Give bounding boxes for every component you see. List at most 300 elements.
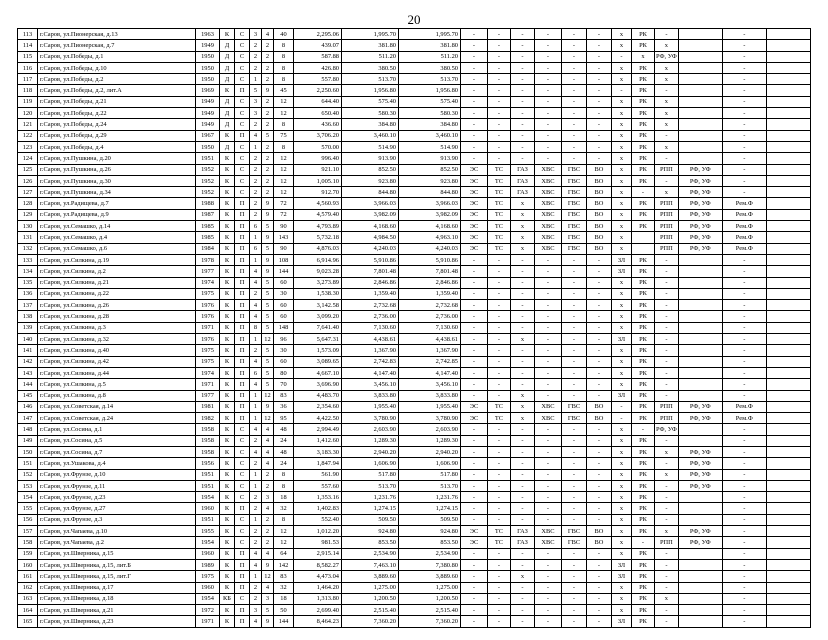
table-cell: - xyxy=(722,492,766,503)
table-cell: К xyxy=(220,401,235,412)
table-cell: 1,464.20 xyxy=(294,582,342,593)
table-cell: 8 xyxy=(274,480,294,491)
table-cell: 2,742.85 xyxy=(399,356,461,367)
table-cell: РК xyxy=(632,458,655,469)
table-cell: П xyxy=(235,288,250,299)
table-cell: 95 xyxy=(274,413,294,424)
row-number-cell: 154 xyxy=(18,492,38,503)
table-cell: - xyxy=(511,582,535,593)
table-cell: - xyxy=(535,514,562,525)
table-cell: х xyxy=(612,141,632,152)
table-cell: 2 xyxy=(250,51,262,62)
row-number-cell: 126 xyxy=(18,175,38,186)
table-cell: РК xyxy=(632,29,655,40)
table-cell: К xyxy=(220,187,235,198)
table-cell: 2 xyxy=(262,175,274,186)
table-cell: - xyxy=(587,559,612,570)
table-cell: - xyxy=(535,96,562,107)
table-cell: - xyxy=(535,29,562,40)
table-cell: - xyxy=(511,311,535,322)
table-cell xyxy=(678,582,722,593)
housing-registry-table xyxy=(17,28,811,628)
table-cell: - xyxy=(511,74,535,85)
table-cell: - xyxy=(511,480,535,491)
table-cell: - xyxy=(655,175,679,186)
table-cell: КБ xyxy=(220,593,235,604)
table-cell: П xyxy=(235,367,250,378)
table-cell: - xyxy=(587,108,612,119)
table-cell: 24 xyxy=(274,458,294,469)
table-cell xyxy=(766,266,810,277)
table-cell: П xyxy=(235,130,250,141)
table-cell: - xyxy=(587,435,612,446)
table-cell: - xyxy=(488,571,511,582)
table-cell xyxy=(766,322,810,333)
table-cell: - xyxy=(722,435,766,446)
table-cell: ТС xyxy=(488,232,511,243)
table-cell: - xyxy=(722,187,766,198)
table-cell: - xyxy=(511,379,535,390)
table-cell xyxy=(766,221,810,232)
table-cell: 1971 xyxy=(196,322,220,333)
table-cell: - xyxy=(562,266,587,277)
table-cell: 144 xyxy=(274,616,294,627)
table-cell: - xyxy=(722,379,766,390)
table-cell: РК xyxy=(632,548,655,559)
table-cell: - xyxy=(722,526,766,537)
table-cell: - xyxy=(722,571,766,582)
table-cell xyxy=(678,492,722,503)
table-row xyxy=(18,458,811,469)
table-cell: 913.90 xyxy=(399,153,461,164)
table-cell: РК xyxy=(632,582,655,593)
table-cell: 4,240.03 xyxy=(342,243,399,254)
table-cell: РК xyxy=(632,130,655,141)
table-cell: РФ, УФ xyxy=(655,424,679,435)
table-cell: - xyxy=(655,300,679,311)
table-cell xyxy=(766,492,810,503)
table-cell: РК xyxy=(632,96,655,107)
table-cell: С xyxy=(235,74,250,85)
table-cell: - xyxy=(535,130,562,141)
table-cell xyxy=(766,605,810,616)
table-cell: - xyxy=(461,379,488,390)
table-cell: К xyxy=(220,266,235,277)
table-cell: - xyxy=(488,593,511,604)
table-cell: х xyxy=(655,40,679,51)
table-cell: РК xyxy=(632,153,655,164)
table-cell: - xyxy=(562,322,587,333)
table-row xyxy=(18,480,811,491)
table-cell: С xyxy=(235,593,250,604)
table-cell: - xyxy=(612,85,632,96)
table-cell: х xyxy=(612,153,632,164)
table-cell: ГАЗ xyxy=(511,175,535,186)
table-cell xyxy=(766,390,810,401)
row-number-cell: 136 xyxy=(18,288,38,299)
table-cell: ГВС xyxy=(562,401,587,412)
table-cell: П xyxy=(235,209,250,220)
table-cell: 1982 xyxy=(196,413,220,424)
table-cell xyxy=(766,243,810,254)
table-row xyxy=(18,40,811,51)
table-cell: ТС xyxy=(488,413,511,424)
table-cell: 2 xyxy=(262,153,274,164)
table-cell: - xyxy=(562,605,587,616)
table-cell: 2,295.06 xyxy=(294,29,342,40)
table-cell: - xyxy=(587,96,612,107)
table-cell: 580.30 xyxy=(342,108,399,119)
table-cell: - xyxy=(535,300,562,311)
table-cell: - xyxy=(722,469,766,480)
table-cell: - xyxy=(632,424,655,435)
table-cell: К xyxy=(220,379,235,390)
address-cell: г.Саров, ул.Победы, д.2 xyxy=(38,74,196,85)
table-cell: 3,460.10 xyxy=(342,130,399,141)
table-cell: 981.53 xyxy=(294,537,342,548)
table-cell: - xyxy=(655,514,679,525)
table-cell: - xyxy=(722,458,766,469)
table-cell: - xyxy=(461,424,488,435)
table-cell: - xyxy=(587,424,612,435)
table-cell: - xyxy=(488,96,511,107)
table-cell xyxy=(678,390,722,401)
table-cell: РК xyxy=(632,266,655,277)
table-cell xyxy=(766,537,810,548)
table-cell: 1,606.90 xyxy=(399,458,461,469)
table-cell: 1976 xyxy=(196,334,220,345)
table-cell: - xyxy=(722,537,766,548)
table-row xyxy=(18,209,811,220)
table-cell: Д xyxy=(220,96,235,107)
table-cell: РК xyxy=(632,175,655,186)
table-cell: ВО xyxy=(587,526,612,537)
table-cell: 1950 xyxy=(196,62,220,73)
table-cell: 2,534.90 xyxy=(342,548,399,559)
table-cell: 9,023.28 xyxy=(294,266,342,277)
address-cell: г.Саров, ул.Фрунзе, д.10 xyxy=(38,469,196,480)
table-cell: 4,579.40 xyxy=(294,209,342,220)
row-number-cell: 160 xyxy=(18,559,38,570)
table-cell: - xyxy=(722,311,766,322)
table-row xyxy=(18,424,811,435)
row-number-cell: 164 xyxy=(18,605,38,616)
table-cell: 1 xyxy=(250,413,262,424)
table-cell: 2,736.00 xyxy=(399,311,461,322)
table-cell: С xyxy=(235,492,250,503)
table-cell: 1978 xyxy=(196,254,220,265)
table-cell xyxy=(766,164,810,175)
table-cell: - xyxy=(722,164,766,175)
table-cell xyxy=(678,288,722,299)
table-cell: - xyxy=(587,367,612,378)
table-cell xyxy=(678,119,722,130)
table-cell: - xyxy=(488,334,511,345)
table-cell: - xyxy=(488,367,511,378)
table-cell: - xyxy=(722,446,766,457)
table-cell: - xyxy=(562,62,587,73)
table-cell: - xyxy=(562,96,587,107)
row-number-cell: 118 xyxy=(18,85,38,96)
table-cell: 2 xyxy=(250,119,262,130)
table-cell: 3,966.03 xyxy=(342,198,399,209)
table-cell: х xyxy=(612,209,632,220)
table-cell: РФ, УФ xyxy=(678,469,722,480)
table-cell: К xyxy=(220,85,235,96)
table-cell xyxy=(766,187,810,198)
table-cell: РК xyxy=(632,254,655,265)
table-cell: 1 xyxy=(250,480,262,491)
table-cell: - xyxy=(655,277,679,288)
table-cell: П xyxy=(235,232,250,243)
table-cell: 1955 xyxy=(196,526,220,537)
table-cell: С xyxy=(235,108,250,119)
table-cell: 4 xyxy=(250,300,262,311)
table-cell: 4,876.03 xyxy=(294,243,342,254)
table-cell: 3,456.10 xyxy=(342,379,399,390)
table-row xyxy=(18,266,811,277)
table-cell: ГВС xyxy=(562,175,587,186)
table-cell: 70 xyxy=(274,379,294,390)
table-cell: 1,275.00 xyxy=(342,582,399,593)
row-number-cell: 141 xyxy=(18,345,38,356)
table-cell: ГВС xyxy=(562,413,587,424)
table-cell: К xyxy=(220,300,235,311)
table-cell: - xyxy=(655,582,679,593)
table-cell: х xyxy=(511,334,535,345)
table-cell: 6 xyxy=(250,367,262,378)
table-cell: РК xyxy=(632,141,655,152)
table-row xyxy=(18,390,811,401)
table-cell: П xyxy=(235,266,250,277)
table-cell: 50 xyxy=(274,605,294,616)
table-cell xyxy=(766,300,810,311)
table-cell: х xyxy=(511,221,535,232)
table-cell: - xyxy=(511,254,535,265)
table-cell: 1,289.30 xyxy=(399,435,461,446)
table-cell: 1971 xyxy=(196,379,220,390)
table-cell: 64 xyxy=(274,548,294,559)
table-cell: С xyxy=(235,537,250,548)
table-cell: - xyxy=(488,119,511,130)
row-number-cell: 155 xyxy=(18,503,38,514)
table-cell: ТС xyxy=(488,198,511,209)
address-cell: г.Саров, ул.Советская, д.14 xyxy=(38,401,196,412)
table-cell: РФ, УФ xyxy=(678,209,722,220)
table-cell xyxy=(678,345,722,356)
table-cell: 1 xyxy=(250,74,262,85)
table-cell: х xyxy=(612,232,632,243)
table-cell: х xyxy=(612,526,632,537)
table-cell: 32 xyxy=(274,503,294,514)
table-cell: 9 xyxy=(262,209,274,220)
table-cell: 4 xyxy=(250,446,262,457)
table-cell: РПП xyxy=(655,232,679,243)
table-cell: 3,099.20 xyxy=(294,311,342,322)
table-cell: 3,089.65 xyxy=(294,356,342,367)
table-cell: - xyxy=(461,288,488,299)
table-cell: 3 xyxy=(250,108,262,119)
table-cell: 5 xyxy=(262,130,274,141)
table-cell: - xyxy=(562,480,587,491)
row-number-cell: 123 xyxy=(18,141,38,152)
table-cell: 48 xyxy=(274,424,294,435)
table-cell: 2 xyxy=(250,209,262,220)
table-cell: 3,273.89 xyxy=(294,277,342,288)
table-cell xyxy=(678,130,722,141)
table-cell: - xyxy=(488,288,511,299)
table-cell: - xyxy=(488,435,511,446)
table-cell: х xyxy=(612,492,632,503)
row-number-cell: 152 xyxy=(18,469,38,480)
table-cell: - xyxy=(587,62,612,73)
table-cell xyxy=(678,593,722,604)
table-cell: 912.70 xyxy=(294,187,342,198)
table-cell: 3,889.60 xyxy=(399,571,461,582)
table-cell: ХВС xyxy=(535,209,562,220)
table-cell: - xyxy=(535,503,562,514)
table-cell: - xyxy=(562,288,587,299)
table-cell: 12 xyxy=(262,390,274,401)
table-cell xyxy=(766,40,810,51)
table-cell: 1,231.76 xyxy=(342,492,399,503)
table-cell: 12 xyxy=(274,175,294,186)
table-cell: ЭС xyxy=(461,175,488,186)
table-cell: 9 xyxy=(262,232,274,243)
table-cell: 6 xyxy=(250,243,262,254)
table-cell: - xyxy=(511,130,535,141)
table-cell: - xyxy=(511,559,535,570)
table-cell: ЗЛ xyxy=(612,571,632,582)
table-cell: 83 xyxy=(274,571,294,582)
table-cell: ВО xyxy=(587,243,612,254)
table-cell: ГВС xyxy=(562,526,587,537)
table-cell: П xyxy=(235,582,250,593)
table-cell: К xyxy=(220,288,235,299)
table-cell: 853.50 xyxy=(399,537,461,548)
table-cell: Д xyxy=(220,51,235,62)
table-cell: РФ, УФ xyxy=(678,446,722,457)
table-cell: 9 xyxy=(262,559,274,570)
table-cell: х xyxy=(612,243,632,254)
table-cell: - xyxy=(655,503,679,514)
address-cell: г.Саров, ул.Силкина, д.32 xyxy=(38,334,196,345)
table-cell: х xyxy=(655,526,679,537)
table-cell: РК xyxy=(632,526,655,537)
table-cell xyxy=(678,153,722,164)
table-cell: - xyxy=(562,254,587,265)
table-cell: 1 xyxy=(250,232,262,243)
table-cell: - xyxy=(587,616,612,627)
table-cell: 6 xyxy=(250,221,262,232)
table-cell: ХВС xyxy=(535,187,562,198)
table-cell: - xyxy=(655,254,679,265)
address-cell: г.Саров, ул.Сосина, д.1 xyxy=(38,424,196,435)
table-cell: 3,780.90 xyxy=(342,413,399,424)
table-cell: 587.88 xyxy=(294,51,342,62)
address-cell: г.Саров, ул.Силкина, д.40 xyxy=(38,345,196,356)
table-cell: К xyxy=(220,345,235,356)
table-cell: 2 xyxy=(262,469,274,480)
address-cell: г.Саров, ул.Силкина, д.28 xyxy=(38,311,196,322)
table-cell: - xyxy=(562,51,587,62)
table-cell: П xyxy=(235,401,250,412)
table-cell: 7,130.60 xyxy=(399,322,461,333)
table-cell: С xyxy=(235,187,250,198)
table-cell: РПП xyxy=(655,221,679,232)
table-cell: ЭС xyxy=(461,164,488,175)
table-cell: - xyxy=(632,187,655,198)
address-cell: г.Саров, ул.Силкина, д.19 xyxy=(38,254,196,265)
table-cell: - xyxy=(587,492,612,503)
table-row xyxy=(18,605,811,616)
table-cell: - xyxy=(511,424,535,435)
table-cell: 2,515.40 xyxy=(342,605,399,616)
table-cell: х xyxy=(511,243,535,254)
table-cell: - xyxy=(722,356,766,367)
table-cell: 2 xyxy=(250,503,262,514)
table-cell: - xyxy=(535,469,562,480)
table-cell: С xyxy=(235,141,250,152)
table-cell: - xyxy=(655,390,679,401)
table-cell: П xyxy=(235,356,250,367)
table-cell: 381.80 xyxy=(342,40,399,51)
table-cell: - xyxy=(511,322,535,333)
table-cell: 5 xyxy=(262,322,274,333)
table-cell: 1975 xyxy=(196,345,220,356)
table-cell: 1,995.70 xyxy=(342,29,399,40)
table-cell: РК xyxy=(632,277,655,288)
table-cell: - xyxy=(488,322,511,333)
table-cell: 12 xyxy=(274,164,294,175)
table-cell: - xyxy=(535,311,562,322)
table-cell: - xyxy=(511,458,535,469)
table-cell: 1985 xyxy=(196,232,220,243)
table-cell: - xyxy=(587,29,612,40)
table-cell: 5,732.18 xyxy=(294,232,342,243)
table-cell: ГВС xyxy=(562,537,587,548)
address-cell: г.Саров, ул.Шверника, д.15 xyxy=(38,548,196,559)
table-cell: 60 xyxy=(274,356,294,367)
table-cell: ГВС xyxy=(562,164,587,175)
table-cell: - xyxy=(488,503,511,514)
row-number-cell: 114 xyxy=(18,40,38,51)
table-cell: 436.60 xyxy=(294,119,342,130)
table-cell: - xyxy=(461,62,488,73)
table-cell: РК xyxy=(632,390,655,401)
table-cell: х xyxy=(655,187,679,198)
table-cell: 380.50 xyxy=(399,62,461,73)
table-cell: 8,464.23 xyxy=(294,616,342,627)
table-cell: - xyxy=(587,356,612,367)
table-cell: П xyxy=(235,311,250,322)
table-cell: Рем.Ф xyxy=(722,413,766,424)
table-cell: - xyxy=(562,390,587,401)
table-cell: Рем.Ф xyxy=(722,232,766,243)
table-cell: - xyxy=(722,334,766,345)
table-cell: 511.20 xyxy=(342,51,399,62)
table-cell: 575.40 xyxy=(399,96,461,107)
table-cell: 1974 xyxy=(196,277,220,288)
table-cell: К xyxy=(220,130,235,141)
row-number-cell: 139 xyxy=(18,322,38,333)
table-cell: 3 xyxy=(250,96,262,107)
table-cell: - xyxy=(511,367,535,378)
address-cell: г.Саров, ул.Силкина, д.21 xyxy=(38,277,196,288)
table-cell: 5 xyxy=(262,243,274,254)
table-cell: ЭС xyxy=(461,413,488,424)
table-cell: ГВС xyxy=(562,209,587,220)
